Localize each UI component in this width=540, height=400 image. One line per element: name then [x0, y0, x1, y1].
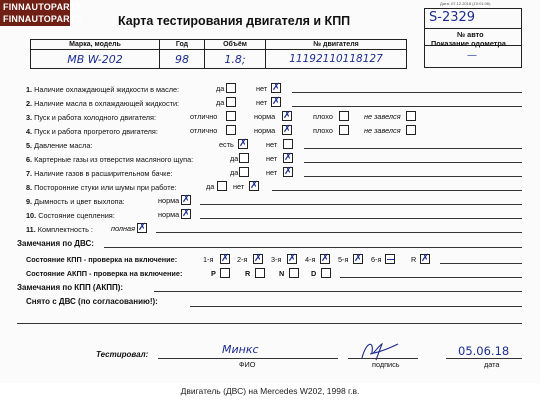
- checkbox-nostart-4[interactable]: [406, 125, 416, 135]
- opt-excellent-3: отлично: [190, 112, 218, 121]
- auto-gear-d-label: D: [311, 269, 317, 278]
- logo-line-1: FINNAUTOPARTS: [3, 2, 82, 12]
- checkbox-no-1[interactable]: ✗: [272, 82, 281, 93]
- col-year: Год: [160, 40, 205, 50]
- opt-norm-10: норма: [158, 210, 180, 219]
- checkbox-yes-8[interactable]: [217, 181, 227, 191]
- page-title: Карта тестирования двигателя и КПП: [118, 14, 351, 28]
- auto-gear-d-checkbox[interactable]: [321, 268, 331, 278]
- item-1: 1. Наличие охлаждающей жидкости в масле:: [26, 85, 180, 94]
- checkbox-norm-4[interactable]: ✗: [283, 124, 292, 135]
- checkbox-no-8[interactable]: ✗: [250, 180, 259, 191]
- checkbox-no-6[interactable]: ✗: [284, 152, 293, 163]
- gear-3-checkbox[interactable]: ✗: [288, 253, 297, 264]
- item-7: 7. Наличие газов в расширительном бачке:: [26, 169, 173, 178]
- auto-number-label: № авто: [457, 30, 484, 39]
- col-make-model: Марка, модель: [31, 40, 160, 50]
- engine-number-value: 11192110118127: [266, 50, 407, 69]
- gear-6-checkbox[interactable]: [385, 254, 395, 264]
- odometer-box: [424, 39, 522, 68]
- opt-no-6: нет: [266, 154, 278, 163]
- checkbox-full-11[interactable]: ✗: [138, 222, 147, 233]
- item-3: 3. Пуск и работа холодного двигателя:: [26, 113, 157, 122]
- auto-gear-n-label: N: [279, 269, 285, 278]
- checkbox-yes-2[interactable]: [226, 97, 236, 107]
- item-11: 11. Комплектность :: [26, 225, 93, 234]
- checkbox-yes-1[interactable]: [226, 83, 236, 93]
- opt-no-7: нет: [266, 168, 278, 177]
- checkbox-norm-3[interactable]: ✗: [283, 110, 292, 121]
- opt-yes-1: да: [216, 84, 225, 93]
- opt-yes-2: да: [216, 98, 225, 107]
- make-model-value: MB W-202: [31, 50, 160, 69]
- opt-norm-9: норма: [158, 196, 180, 205]
- checkbox-nostart-3[interactable]: [406, 111, 416, 121]
- kpp-manual-label: Состояние КПП - проверка на включение:: [26, 255, 178, 264]
- kpp-auto-label: Состояние АКПП - проверка на включение:: [26, 269, 183, 278]
- document-stamp: Дата: 07.12.2018 (10:01:06): [440, 1, 491, 6]
- opt-present-5: есть: [219, 140, 234, 149]
- brand-logo: [0, 0, 82, 26]
- fio-label: ФИО: [239, 360, 256, 369]
- kpp-notes-label: Замечания по КПП (АКПП):: [17, 283, 124, 292]
- item-8: 8. Посторонние стуки или шумы при работе:: [26, 183, 177, 192]
- odometer-value: —: [467, 50, 477, 61]
- checkbox-norm-10[interactable]: ✗: [182, 208, 191, 219]
- gear-6-label: 6-я: [371, 255, 382, 264]
- auto-gear-n-checkbox[interactable]: [289, 268, 299, 278]
- checkbox-yes-6[interactable]: [239, 153, 249, 163]
- tester-name-handwritten: Минкс: [222, 343, 259, 356]
- opt-bad-4: плохо: [313, 126, 333, 135]
- col-engine-number: № двигателя: [266, 40, 407, 50]
- item-6: 6. Картерные газы из отверстия масляного щупа:: [26, 155, 194, 164]
- item-9: 9. Дымность и цвет выхлопа:: [26, 197, 125, 206]
- auto-gear-p-checkbox[interactable]: [220, 268, 230, 278]
- gear-4-checkbox[interactable]: ✗: [321, 253, 330, 264]
- item-4: 4. Пуск и работа прогретого двигателя:: [26, 127, 158, 136]
- dvs-notes-label: Замечания по ДВС:: [17, 239, 94, 248]
- date-value: 05.06.18: [458, 344, 510, 358]
- opt-no-1: нет: [256, 84, 268, 93]
- checkbox-bad-3[interactable]: [339, 111, 349, 121]
- opt-excellent-4: отлично: [190, 126, 218, 135]
- opt-no-2: нет: [256, 98, 268, 107]
- opt-nostart-3: не завелся: [364, 112, 401, 121]
- removed-label: Снято с ДВС (по согласованию!):: [26, 297, 158, 306]
- tested-by-label: Тестировал:: [96, 350, 149, 359]
- checkbox-no-5[interactable]: [283, 139, 293, 149]
- opt-no-8: нет: [233, 182, 245, 191]
- auto-gear-r-label: R: [245, 269, 251, 278]
- auto-gear-p-label: P: [211, 269, 216, 278]
- opt-nostart-4: не завелся: [364, 126, 401, 135]
- checkbox-norm-9[interactable]: ✗: [182, 194, 191, 205]
- gear-4-label: 4-я: [305, 255, 316, 264]
- opt-norm-4: норма: [254, 126, 276, 135]
- gear-1-label: 1-я: [203, 255, 214, 264]
- gear-r-label: R: [411, 255, 417, 264]
- odometer-label: Показание одометра: [431, 39, 506, 48]
- gear-r-checkbox[interactable]: ✗: [421, 253, 430, 264]
- auto-number-value: S-2329: [429, 10, 476, 25]
- opt-yes-7: да: [230, 168, 239, 177]
- signature-label: подпись: [372, 360, 400, 369]
- item-10: 10. Состояние сцепления:: [26, 211, 115, 220]
- opt-norm-3: норма: [254, 112, 276, 121]
- opt-yes-6: да: [230, 154, 239, 163]
- gear-5-checkbox[interactable]: ✗: [354, 253, 363, 264]
- date-label: дата: [484, 360, 500, 369]
- gear-2-checkbox[interactable]: ✗: [254, 253, 263, 264]
- image-caption: Двигатель (ДВС) на Mercedes W202, 1998 г.в.: [180, 386, 360, 396]
- gear-3-label: 3-я: [271, 255, 282, 264]
- logo-line-2: FINNAUTOPARTS: [3, 14, 82, 24]
- year-value: 98: [160, 50, 205, 69]
- item-2: 2. Наличие масла в охлаждающей жидкости:: [26, 99, 180, 108]
- checkbox-no-7[interactable]: ✗: [284, 166, 293, 177]
- opt-yes-8: да: [206, 182, 215, 191]
- checkbox-yes-7[interactable]: [239, 167, 249, 177]
- checkbox-present-5[interactable]: ✗: [239, 138, 248, 149]
- item-5: 5. Давление масла:: [26, 141, 93, 150]
- checkbox-no-2[interactable]: ✗: [272, 96, 281, 107]
- opt-bad-3: плохо: [313, 112, 333, 121]
- vehicle-header-table: [30, 39, 407, 69]
- opt-no-5: нет: [266, 140, 278, 149]
- checkbox-excellent-3[interactable]: [226, 111, 236, 121]
- gear-5-label: 5-я: [338, 255, 349, 264]
- opt-full-11: полная: [111, 224, 135, 233]
- gear-2-label: 2-я: [237, 255, 248, 264]
- checkbox-excellent-4[interactable]: [226, 125, 236, 135]
- volume-value: 1.8;: [205, 50, 266, 69]
- checkbox-bad-4[interactable]: [339, 125, 349, 135]
- auto-gear-r-checkbox[interactable]: [255, 268, 265, 278]
- col-volume: Объём: [205, 40, 266, 50]
- gear-1-checkbox[interactable]: ✗: [221, 253, 230, 264]
